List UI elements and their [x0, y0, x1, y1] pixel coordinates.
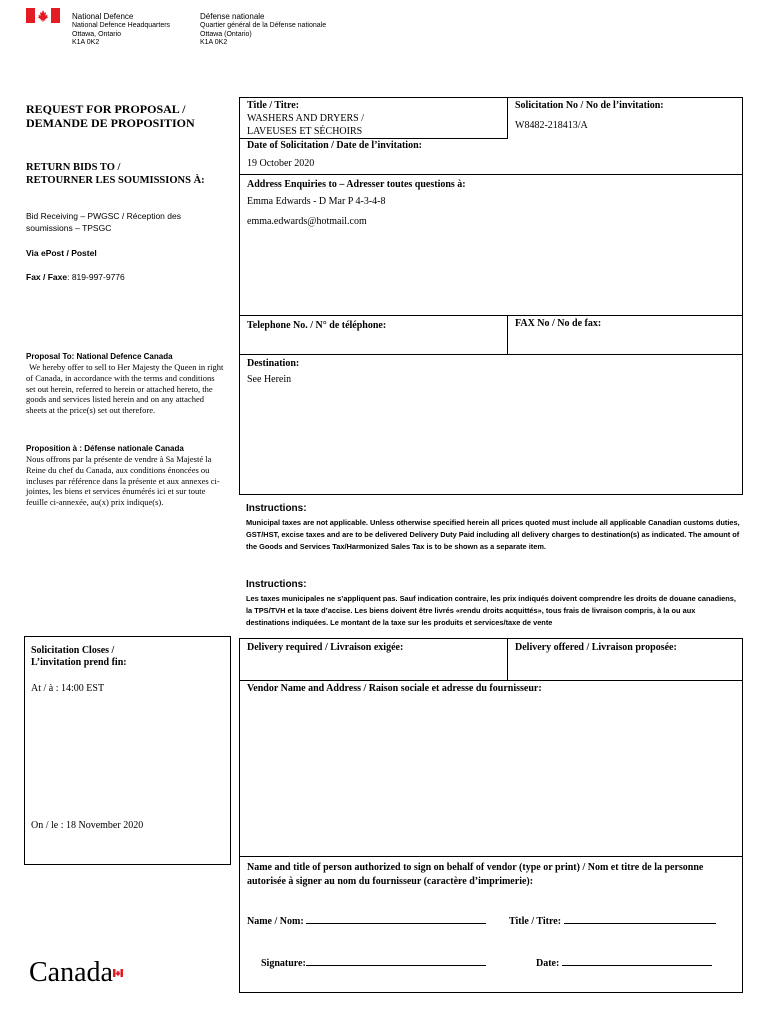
signature-box: [239, 856, 743, 993]
name-label: Name / Nom:: [247, 916, 304, 927]
via-epost: Via ePost / Postel: [26, 248, 97, 258]
hq-name-en: National Defence Headquarters: [72, 22, 171, 29]
date-sign-label: Date:: [536, 958, 560, 969]
destination-box: [239, 354, 743, 495]
title-divider: [507, 97, 508, 138]
delivery-required-label: Delivery required / Livraison exigée:: [247, 642, 404, 653]
solicitation-date-value: 19 October 2020: [247, 158, 315, 169]
city-en: Ottawa, Ontario: [72, 30, 122, 38]
name-line[interactable]: [306, 923, 486, 924]
solicitation-no-label: Solicitation No / No de l’invitation:: [515, 100, 664, 111]
instructions-en-heading: Instructions:: [246, 503, 307, 514]
signature-heading: Name and title of person authorized to sign on behalf of vendor (type or print) / Nom et titre de la personne autorisée à signer au nom du fournisseur (caractère d’imprimerie):: [247, 862, 704, 887]
closes-label-line-2: L’invitation prend fin:: [31, 657, 127, 668]
date-sign-field[interactable]: [536, 958, 712, 970]
instructions-fr: [246, 578, 740, 630]
delivery-divider: [507, 639, 508, 680]
proposal-to-en-label: Proposal To: National Defence Canada: [26, 352, 173, 361]
enquiries-box: [239, 174, 743, 316]
enquiries-contact-name: Emma Edwards - D Mar P 4-3-4-8: [247, 196, 386, 207]
enquiries-label: Address Enquiries to – Adresser toutes questions à:: [247, 179, 466, 190]
title-field: [247, 100, 364, 138]
title-sign-label: Title / Titre:: [509, 916, 562, 927]
hq-name-fr: Quartier général de la Défense nationale: [200, 22, 327, 29]
closing-time: At / à : 14:00 EST: [31, 683, 105, 694]
bid-receiving-line-2: soumissions – TPSGC: [26, 223, 112, 233]
proposal-to-fr-label: Proposition à : Défense nationale Canada: [26, 444, 184, 453]
closing-date: On / le : 18 November 2020: [31, 820, 144, 831]
instructions-en-text: Municipal taxes are not applicable. Unless otherwise specified herein all prices quoted must include all applicable Canadian customs duties, GST/HST, excise taxes and are to be delivered Delivery Duty Paid including all delivery charges to destination(s) as indicated. The amount of the Goods and Services Tax/Harmonized Sales Tax is to be shown as a separate item.: [246, 518, 740, 551]
return-bids-en: RETURN BIDS TO /: [26, 162, 121, 173]
fax-label: Fax / Faxe: [26, 272, 68, 282]
rfp-title-fr: DEMANDE DE PROPOSITION: [26, 116, 195, 130]
proposal-to-en-text: We hereby offer to sell to Her Majesty the Queen in right of Canada, in accordance with the terms and conditions set out herein, referred to herein or attached hereto, the goods and services listed herein and on any attached sheets at the price(s) set out therefore.: [26, 362, 224, 416]
title-bottom-rule: [239, 138, 508, 139]
header-fr: [200, 12, 326, 48]
title-value-en: WASHERS AND DRYERS /: [247, 113, 364, 124]
wordmark-flag-icon: [113, 964, 123, 972]
return-bids: [26, 161, 205, 187]
fax-value: : 819-997-9776: [67, 272, 125, 282]
name-field[interactable]: [247, 916, 486, 928]
closes-label-line-1: Solicitation Closes /: [31, 645, 115, 656]
delivery-box: [239, 638, 743, 681]
signature-line[interactable]: [306, 965, 486, 966]
date-sign-line[interactable]: [562, 965, 712, 966]
phone-fax-box: [239, 315, 743, 355]
title-value-fr: LAVEUSES ET SÉCHOIRS: [247, 126, 363, 137]
instructions-fr-heading: Instructions:: [246, 579, 307, 590]
header-en: [72, 12, 170, 48]
instructions-en: [246, 502, 740, 553]
city-fr: Ottawa (Ontario): [200, 30, 252, 38]
bid-receiving-line-1: Bid Receiving – PWGSC / Réception des: [26, 211, 181, 221]
destination-label: Destination:: [247, 358, 300, 369]
canada-wordmark-text: Canada: [29, 957, 113, 988]
solicitation-date-label: Date of Solicitation / Date de l’invitation:: [247, 140, 422, 151]
rfp-title: [26, 102, 195, 130]
vendor-label: Vendor Name and Address / Raison sociale et adresse du fournisseur:: [247, 683, 542, 694]
proposal-to-fr-text: Nous offrons par la présente de vendre à Sa Majesté la Reine du chef du Canada, aux conditions énoncées ou incluses par référence dans la présente et aux annexes ci-jointes, les biens et services énumérés ici et sur toute feuille ci-annexée, au(x) prix indique(s).: [26, 454, 220, 508]
fax-number-label: FAX No / No de fax:: [515, 318, 602, 329]
phone-fax-divider: [507, 316, 508, 354]
canada-flag-icon: [26, 8, 60, 23]
title-label: Title / Titre:: [247, 100, 300, 111]
signature-label: Signature:: [261, 958, 306, 969]
telephone-label: Telephone No. / N° de téléphone:: [247, 320, 387, 331]
vendor-box[interactable]: [239, 680, 743, 857]
dept-name-en: National Defence: [72, 12, 134, 21]
signature-field[interactable]: [261, 958, 486, 970]
rfp-title-en: REQUEST FOR PROPOSAL /: [26, 102, 186, 116]
solicitation-closes-box: [24, 636, 231, 865]
postal-en: K1A 0K2: [72, 39, 100, 46]
dept-name-fr: Défense nationale: [200, 12, 265, 21]
title-sign-line[interactable]: [564, 923, 716, 924]
canada-wordmark: [29, 956, 113, 990]
proposal-to-fr: [26, 443, 226, 508]
enquiries-email: emma.edwards@hotmail.com: [247, 216, 367, 227]
bid-receiving: [26, 210, 181, 234]
return-bids-fr: RETOURNER LES SOUMISSIONS À:: [26, 175, 205, 186]
instructions-fr-text: Les taxes municipales ne s’appliquent pas. Sauf indication contraire, les prix indiqués doivent comprendre les droits de douane canadiens, la TPS/TVH et la taxe d’accise. Les biens doivent être livrés «rendu droits acquittés», tous frais de livraison compris, à la ou aux destinations indiquées. Le montant de la taxe sur les produits et services/taxe de vente: [246, 594, 736, 627]
postal-fr: K1A 0K2: [200, 39, 228, 46]
proposal-to-en: [26, 351, 226, 416]
destination-value: See Herein: [247, 374, 292, 385]
fax-line: [26, 271, 125, 283]
delivery-offered-label: Delivery offered / Livraison proposée:: [515, 642, 677, 653]
solicitation-closes-label: [31, 645, 127, 669]
solicitation-no-value: W8482-218413/A: [515, 120, 588, 131]
title-sign-field[interactable]: [509, 916, 716, 928]
